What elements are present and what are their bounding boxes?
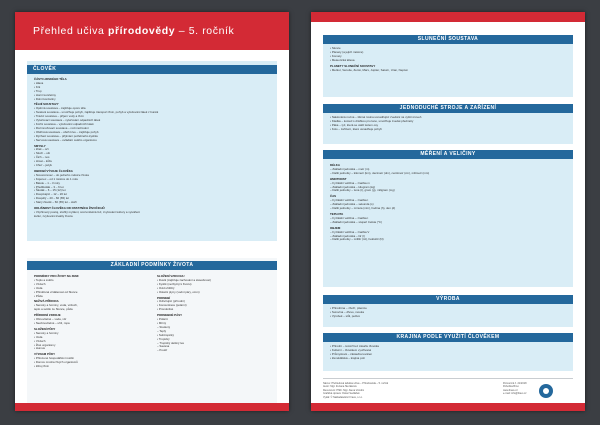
list-item: • Novorozenec – do jednoho měsíce života (34, 172, 89, 177)
list-item: • Mírný (157, 320, 167, 325)
footer-line: Pomocník č. 21/2018 (503, 382, 527, 385)
list-item: • Ostatní plyny (vodní páry, ozon) (157, 289, 200, 294)
list-item: • Sluch – uši (34, 151, 50, 156)
list-item: • Surovina – dřevo, mouka (330, 309, 364, 314)
footer-line: Autor: Mgr. Zuzana Slezáková (323, 385, 357, 389)
list-item: • Teplo a světlo (34, 277, 54, 282)
list-item: – Savana (157, 344, 170, 349)
list-item: • Starý člověk – 60 (65) let – stáří (34, 200, 77, 205)
left-sheet (15, 12, 289, 411)
section-heading-zivot: ZÁKLADNÍ PODMÍNKY ŽIVOTA (27, 261, 277, 270)
list-item: • Rozmnožovací soustava – rozmnožování (34, 125, 89, 130)
list-item: • Živé organismy (34, 342, 56, 347)
stroje-list (330, 116, 570, 132)
list-item: – Fyzikální veličina – značka t (330, 198, 369, 203)
list-item: – Teplý (157, 328, 167, 333)
list-item: • Zemědělská – krajina polí (330, 355, 365, 360)
section-heading-mereni: MĚŘENÍ A VELIČINY (323, 150, 573, 159)
subheading: PODNEBÍ (157, 295, 171, 300)
list-item: • Koncentrace (polarní) (157, 303, 187, 308)
subheading: PŘÍRODNÍ ZDROJE (34, 313, 61, 318)
list-item: • Komety (330, 53, 342, 58)
krajina-list (330, 345, 570, 361)
footer-line: Pobočka Brno (503, 385, 519, 389)
subheading: TEPLOTA (330, 211, 344, 216)
list-item: – Základní jednotka – sekunda (s) (330, 202, 374, 207)
list-item: • Nerosty a horniny, voda, vzduch, (34, 303, 78, 308)
list-item: • Voda (34, 285, 43, 290)
list-item: – Tropický deštný les (157, 340, 184, 345)
footer-line: e-mail: info@fraus.cz (503, 392, 527, 396)
list-item: kultur, zvyšování kvality života (34, 213, 73, 218)
title-highlight: přírodovědy (107, 25, 176, 37)
list-item: • Dospělý – 20 – 60 (65) let (34, 196, 69, 201)
list-item: • Tropický (157, 336, 170, 341)
bottom-bar (15, 403, 289, 411)
list-item: • Krk (34, 84, 41, 89)
publisher-logo-icon (539, 384, 553, 398)
subheading: ODLIŠNOST ČLOVĚKA OD OSTATNÍCH ŽIVOČICHŮ (34, 206, 105, 211)
subheading: PODMÍNKY PRO ŽIVOT NA ZEMI (34, 274, 79, 278)
list-item: • Nervová soustava – ovládání celého organismu (34, 137, 97, 142)
list-item: • Vzpřímený postoj, složitý myšlení, srozumitelná řeč, zvyšování kultury a vytváření (34, 210, 141, 214)
list-item: • Čich – nos (34, 155, 50, 160)
footer-publisher (503, 382, 527, 396)
list-item: • Opěrná soustava – zajišťuje oporu těla (34, 106, 86, 111)
list-item: • Dusík (zajišťuje zachování a stavebnost) (157, 277, 211, 282)
list-item: • Vzduch (34, 338, 46, 343)
title-prefix: Přehled učiva (33, 25, 105, 37)
section-heading-vyroba: VÝROBA (323, 295, 573, 304)
subheading: NEŽIVÁ PŘÍRODA (34, 299, 59, 304)
clovek-list (34, 76, 274, 219)
list-item: • Páka – tyč, která se otáčí kolem osy (330, 122, 379, 127)
list-item: • Polární (157, 317, 168, 322)
list-item: – Další jednotky – kilometr (km), decimetr (dm), centimetr (cm), milimetr (mm) (330, 170, 430, 175)
list-item: – Studený (157, 324, 171, 329)
subheading: TĚLNÍ SOUSTAVY (34, 102, 59, 107)
list-item: • Přírodní – téměř bez zásahu člověka (330, 344, 379, 348)
list-item: • Humus (34, 346, 45, 351)
list-item: • Chuť – jazyk (34, 163, 53, 168)
list-item: • Vzduch (34, 281, 46, 286)
list-item: – Fyzikální veličina – značka m (330, 180, 370, 185)
footer-line: Název: Přehledová tabulka učiva – Přírodověda – 5. ročník (323, 382, 389, 385)
list-item: – Další jednotky – minuta (min), hodina (h), den (d) (330, 206, 396, 211)
section-slunecni (323, 35, 573, 97)
list-item: • Trup (34, 88, 42, 93)
list-item: • Dolní končetiny (34, 96, 56, 101)
subheading: PLANETY SLUNEČNÍ SOUSTAVY (330, 63, 376, 68)
list-item: • Výrobek – stůl, pečivo (330, 313, 361, 318)
list-item: teplo a světlo ze Slunce, půda (34, 307, 73, 312)
list-item: • Přírodnina – zboží, pšenice (330, 306, 367, 310)
list-item: – Fyzikální veličina – značka V (330, 229, 370, 234)
list-item: • Batole – 1 – 3 roky (34, 180, 60, 185)
subheading: OBDOBÍ VÝVOJE ČLOVĚKA (34, 168, 73, 173)
section-heading-krajina: KRAJINA PODLE VYUŽITÍ ČLOVĚKEM (323, 333, 573, 342)
list-item: • Nakloněná rovina – šikmá rovina usnadňující zvedání na vyšší úroveň (330, 115, 422, 119)
subheading: OBJEM (330, 225, 341, 230)
list-item: – Fyzikální veličina – značka t (330, 215, 369, 220)
list-item: • Kojenec – od 1 měsíce do 1 roku (34, 176, 79, 181)
list-item: – Základní jednotka – metr (m) (330, 166, 370, 171)
list-item: • Zdroj živin (34, 364, 49, 369)
section-mereni (323, 150, 573, 287)
subheading: SMYSLY (34, 143, 46, 148)
section-heading-clovek: ČLOVĚK (27, 65, 277, 74)
subheading: ČÁSTI LIDSKÉHO TĚLA (34, 77, 67, 81)
list-item: • Přiměřená vzdálenost od Slunce (34, 289, 78, 294)
list-item: • Ovlivňující (přírodní) (157, 299, 185, 304)
section-zivot (27, 258, 277, 403)
vyroba-list (330, 307, 570, 319)
list-item: • Průmyslová – zástavba továren (330, 351, 373, 356)
list-item: • Kolo – zařízení, které usnadňuje pohyb (330, 126, 382, 131)
list-item: • Slunce (330, 46, 341, 50)
list-item: • Planety (a jejich měsíce) (330, 49, 364, 54)
footer-line: www.fraus.cz (503, 388, 518, 392)
footer-line: Recenzent: PhDr. Mgr. Alena Vondrá (323, 388, 364, 392)
list-item: • Oxid uhličitý (157, 285, 175, 290)
subheading: DÉLKA (330, 163, 340, 167)
zivot-list-left (34, 273, 152, 369)
list-item: – Základní jednotka – stupeň Celsia (°C) (330, 219, 382, 224)
list-item: • Merkur, Venuše, Země, Mars, Jupiter, Saturn, Uran, Neptun (330, 67, 408, 72)
list-item: • Neobnovitelné – uhlí, ropa (34, 320, 70, 325)
list-item: • Proměnlivé (157, 307, 174, 312)
list-item: • Přirozené hospodářství rostlin (34, 356, 75, 361)
mereni-list (330, 162, 570, 242)
footer-line: Grafická úprava: Oskar Sedláček (323, 392, 360, 396)
section-stroje (323, 104, 573, 144)
list-item: • Obnovitelné – voda, vítr (34, 317, 67, 322)
list-item: • Subtropický (157, 332, 174, 337)
list-item: – Základní jednotka – kilogram (kg) (330, 184, 376, 189)
footer-line: Vydal: © Nakladatelství Fraus, s.r.o. (323, 395, 363, 399)
list-item: • Trávicí soustava – příjem vody a živin (34, 114, 84, 119)
list-item: • Vylučovací soustava – vylučování odpadních látek (34, 118, 101, 123)
document-title (33, 25, 234, 37)
right-sheet (311, 12, 585, 411)
list-item: • Kulturní – člověkem využívaná (330, 347, 372, 352)
bottom-bar (311, 403, 585, 411)
list-item: • Domov mnoha živých organismů (34, 360, 78, 365)
section-clovek (27, 61, 277, 241)
list-item: • Kožní soustava – vylučování odpadních látek (34, 121, 94, 126)
section-krajina (323, 333, 573, 371)
list-item: – Další jednotky – tuna (t), gram (g), miligram (mg) (330, 188, 395, 193)
list-item: • Půda (34, 293, 43, 298)
top-bar (311, 12, 585, 22)
footer-credits (323, 382, 388, 399)
list-item: • Předškolák – 3 – 6 let (34, 184, 64, 189)
subheading: SLOŽENÍ VZDUCHU (157, 274, 185, 278)
subheading: VÝZNAM PŮDY (34, 352, 56, 357)
section-heading-stroje: JEDNODUCHÉ STROJE A ZAŘÍZENÍ (323, 104, 573, 113)
subheading: SLOŽENÍ PŮDY (34, 326, 56, 331)
subheading: HMOTNOST (330, 176, 347, 181)
zivot-list-right (157, 273, 272, 353)
subheading: ČAS (330, 194, 337, 199)
title-suffix: – 5. ročník (178, 25, 235, 37)
list-item: • Voda (34, 334, 43, 339)
list-item: • Svalová soustava – umožňuje pohyb, zajišťuje transport živin, pohyb a vylučování látek z buněk (34, 110, 159, 115)
list-item: • Kladka – kotouč s drážkou pro lano, umožňuje zvedat předměty (330, 118, 414, 123)
list-item: – Základní jednotka – litr (l) (330, 233, 365, 238)
list-item: • Hmat – kůže (34, 159, 53, 164)
list-item: • Dýchací soustava – přijímání potřebného kyslíku (34, 133, 98, 138)
list-item: • Školák – 6 – 15 (12) let (34, 188, 66, 193)
section-vyroba (323, 295, 573, 327)
publisher-footer (323, 378, 573, 399)
list-item: • Meteorická tělesa (330, 57, 355, 62)
slunecni-list (330, 47, 570, 72)
list-item: • Horní končetiny (34, 92, 56, 97)
section-heading-slunecni: SLUNEČNÍ SOUSTAVA (323, 35, 573, 44)
list-item: • Dospívající – 12 – 20 let (34, 192, 67, 197)
list-item: • Hlava (34, 80, 44, 85)
list-item: – Poušť (157, 348, 168, 353)
subheading: PODNEBNÉ PÁSY (157, 313, 183, 318)
list-item: • Nerosty a horniny (34, 330, 59, 335)
list-item: – Další jednotky – mililitr (ml), hektolitr (hl) (330, 237, 384, 242)
list-item: • Oběhová soustava – oběh krve – zajišťuje pohyb (34, 129, 99, 134)
list-item: • Zrak – oči (34, 147, 49, 152)
list-item: • Kyslík (nezbytný k životu) (157, 281, 192, 286)
